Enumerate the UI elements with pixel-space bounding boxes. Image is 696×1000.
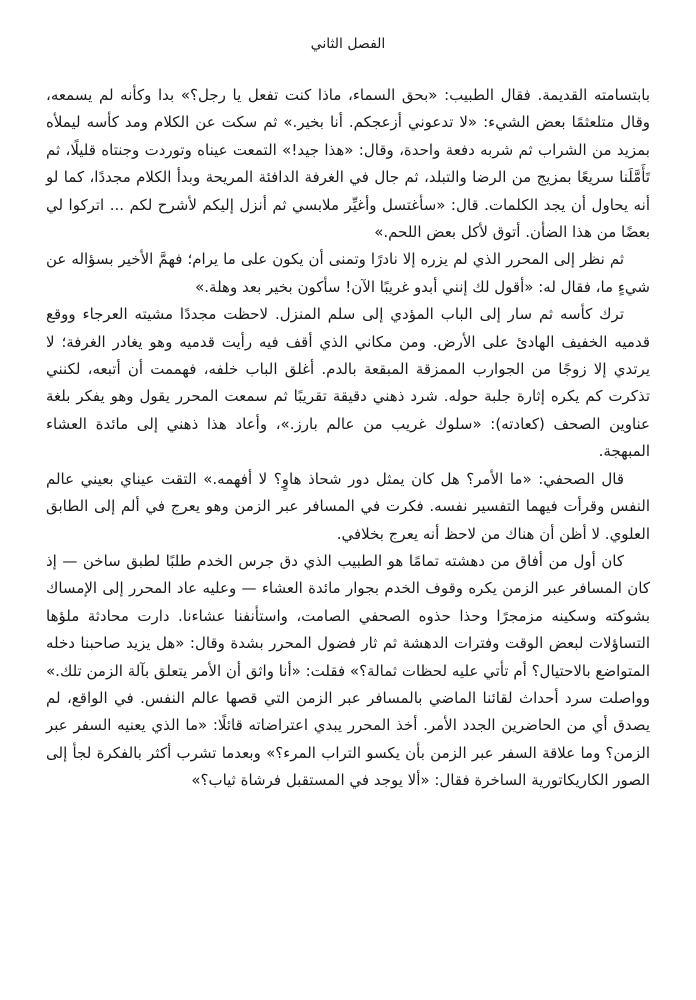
paragraph: ترك كأسه ثم سار إلى الباب المؤدي إلى سلم المنزل. لاحظت مجددًا مشيته العرجاء ووقع قدميه الخفيف الهادئ على الأرض. ومن مكاني الذي أقف فيه رأيت قدميه وهو يغادر الغرفة؛ لا يرتدي إلا زوجًا من الجوارب الممزقة المبقعة بالدم. أغلق الباب خلفه، فهممت أن أتبعه، لكنني تذكرت كم يكره إثارة جلبة حوله. شرد ذهني دقيقة تقريبًا ثم سمعت المحرر يقول وهو يفكر بلغة عناوين الصحف (كعادته): «سلوك غريب من عالم بارز.»، وأعاد هذا ذهني إلى مائدة العشاء المبهجة. [46,305,650,461]
paragraph: بابتسامته القديمة. فقال الطبيب: «بحق السماء، ماذا كنت تفعل يا رجل؟» بدا وكأنه لم يسمعه، وقال متلعثمًا بعض الشيء: «لا تدعوني أزعجكم. أنا بخير.» ثم سكت عن الكلام ومد كأسه ليملأه بمزيد من الشراب ثم شربه دفعة واحدة، وقال: «هذا جيد!» التمعت عيناه وتوردت وجنتاه قليلًا، ثم تَأَمَّلَنا سريعًا بمزيج من الرضا والتبلد، ثم جال في الغرفة الدافئة المريحة وبدأ الكلام مجددًا، كما لو أنه يحاول أن يجد الكلمات. قال: «سأغتسل وأغيِّر ملابسي ثم أنزل إليكم لأشرح لكم ... اتركوا لي بعضًا من هذا الضأن. أتوق لأكل بعض اللحم.» [46,86,650,242]
paragraph: ثم نظر إلى المحرر الذي لم يزره إلا نادرًا وتمنى أن يكون على ما يرام؛ فهمَّ الأخير بسؤاله عن شيءٍ ما، فقال له: «أقول لك إنني أبدو غريبًا الآن! سأكون بخير بعد وهلة.» [46,250,650,296]
paragraph: كان أول من أفاق من دهشته تمامًا هو الطبيب الذي دق جرس الخدم طلبًا لطبق ساخن — إذ كان المسافر عبر الزمن يكره وقوف الخدم بجوار مائدة العشاء — وعليه عاد المحرر إلى الإمساك بشوكته وسكينه مزمجرًا وحذا حذوه الصحفي الصامت، واستأنفنا عشاءنا. دارت محادثة ملؤها التساؤلات لبعض الوقت وفترات الدهشة ثم ثار فضول المحرر بشدة وقال: «هل يزيد صاحبنا دخله المتواضع بالاحتيال؟ أم تأتي عليه لحظات ثمالة؟» فقلت: «أنا واثق أن الأمر يتعلق بآلة الزمن تلك.» وواصلت سرد أحداث لقائنا الماضي بالمسافر عبر الزمن التي قصها عالم النفس. في الواقع، لم يصدق أي من الحاضرين الجدد الأمر. أخذ المحرر يبدي اعتراضاته قائلًا: «ما الذي يعنيه السفر عبر الزمن؟ وما علاقة السفر عبر الزمن بأن يكسو التراب المرء؟» وبعدما تشرب أكثر بالفكرة لجأ إلى الصور الكاريكاتورية الساخرة فقال: «ألا يوجد في المستقبل فرشاة ثياب؟» [46,551,650,790]
body-text [46,82,650,795]
chapter-title: الفصل الثاني [310,36,386,52]
paragraph: قال الصحفي: «ما الأمر؟ هل كان يمثل دور شحاذ هاوٍ؟ لا أفهمه.» التقت عيناي بعيني عالم النفس وقرأت فيهما التفسير نفسه. فكرت في المسافر عبر الزمن وهو يعرج في ألم إلى الطابق العلوي. لا أظن أن هناك من لاحظ أنه يعرج بخلافي. [46,469,650,543]
